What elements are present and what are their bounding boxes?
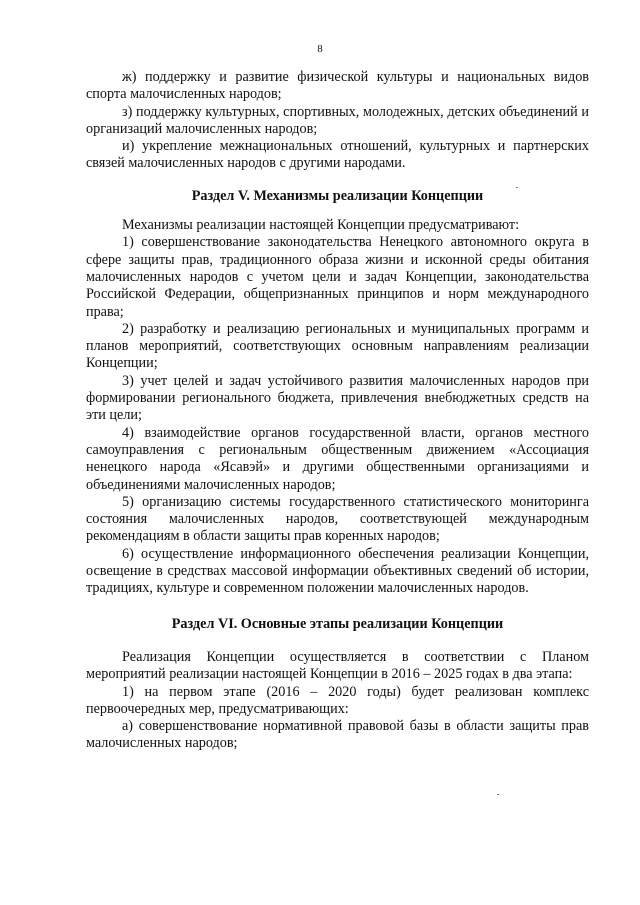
section-5-item-5: 5) организацию системы государственного статистического мониторинга состояния малочисленных народов, соответствующей международным рекомендациям в области защиты прав коренных народов; (86, 493, 589, 545)
section-5-item-1: 1) совершенствование законодательства Ненецкого автономного округа в сфере защиты прав, традиционного образа жизни и исконной среды обитания малочисленных народов с учетом цели и задач Концепции, законодательства Российской Федерации, общепризнанных принципов и норм международного права; (86, 234, 589, 320)
scan-speck (516, 187, 518, 188)
section-5-item-4: 4) взаимодействие органов государственной власти, органов местного самоуправления с региональным общественным движением «Ассоциация ненецкого народа «Ясавэй» и другими общественными организациями и объединениями малочисленных народов; (86, 424, 589, 493)
list-item-z: з) поддержку культурных, спортивных, молодежных, детских объединений и организаций малочисленных народов; (86, 103, 589, 137)
section-6-item-a: а) совершенствование нормативной правовой базы в области защиты прав малочисленных народов; (86, 718, 589, 752)
section-6-title: Раздел VI. Основные этапы реализации Концепции (171, 615, 504, 632)
page-content (86, 69, 589, 753)
section-5-item-2: 2) разработку и реализацию региональных и муниципальных программ и планов мероприятий, соответствующих основным направлениям реализации Концепции; (86, 320, 589, 372)
list-item-i: и) укрепление межнациональных отношений, культурных и партнерских связей малочисленных народов с другими народами. (86, 138, 589, 172)
section-5-title: Раздел V. Механизмы реализации Концепции (191, 187, 484, 204)
section-6-intro: Реализация Концепции осуществляется в соответствии с Планом мероприятий реализации настоящей Концепции в 2016 – 2025 годах в два этапа: (86, 648, 589, 683)
scan-speck (497, 794, 499, 795)
section-5-item-6: 6) осуществление информационного обеспечения реализации Концепции, освещение в средствах массовой информации объективных сведений об истории, традициях, культуре и современном положении малочисленных народов. (86, 545, 589, 597)
list-item-zh: ж) поддержку и развитие физической культуры и национальных видов спорта малочисленных народов; (86, 69, 589, 103)
section-5-intro: Механизмы реализации настоящей Концепции предусматривают: (122, 217, 520, 234)
section-5-item-3: 3) учет целей и задач устойчивого развития малочисленных народов при формировании регионального бюджета, привлечения внебюджетных средств на эти цели; (86, 372, 589, 424)
section-6-item-1: 1) на первом этапе (2016 – 2020 годы) будет реализован комплекс первоочередных мер, предусматривающих: (86, 683, 589, 717)
page-number: 8 (317, 43, 323, 55)
